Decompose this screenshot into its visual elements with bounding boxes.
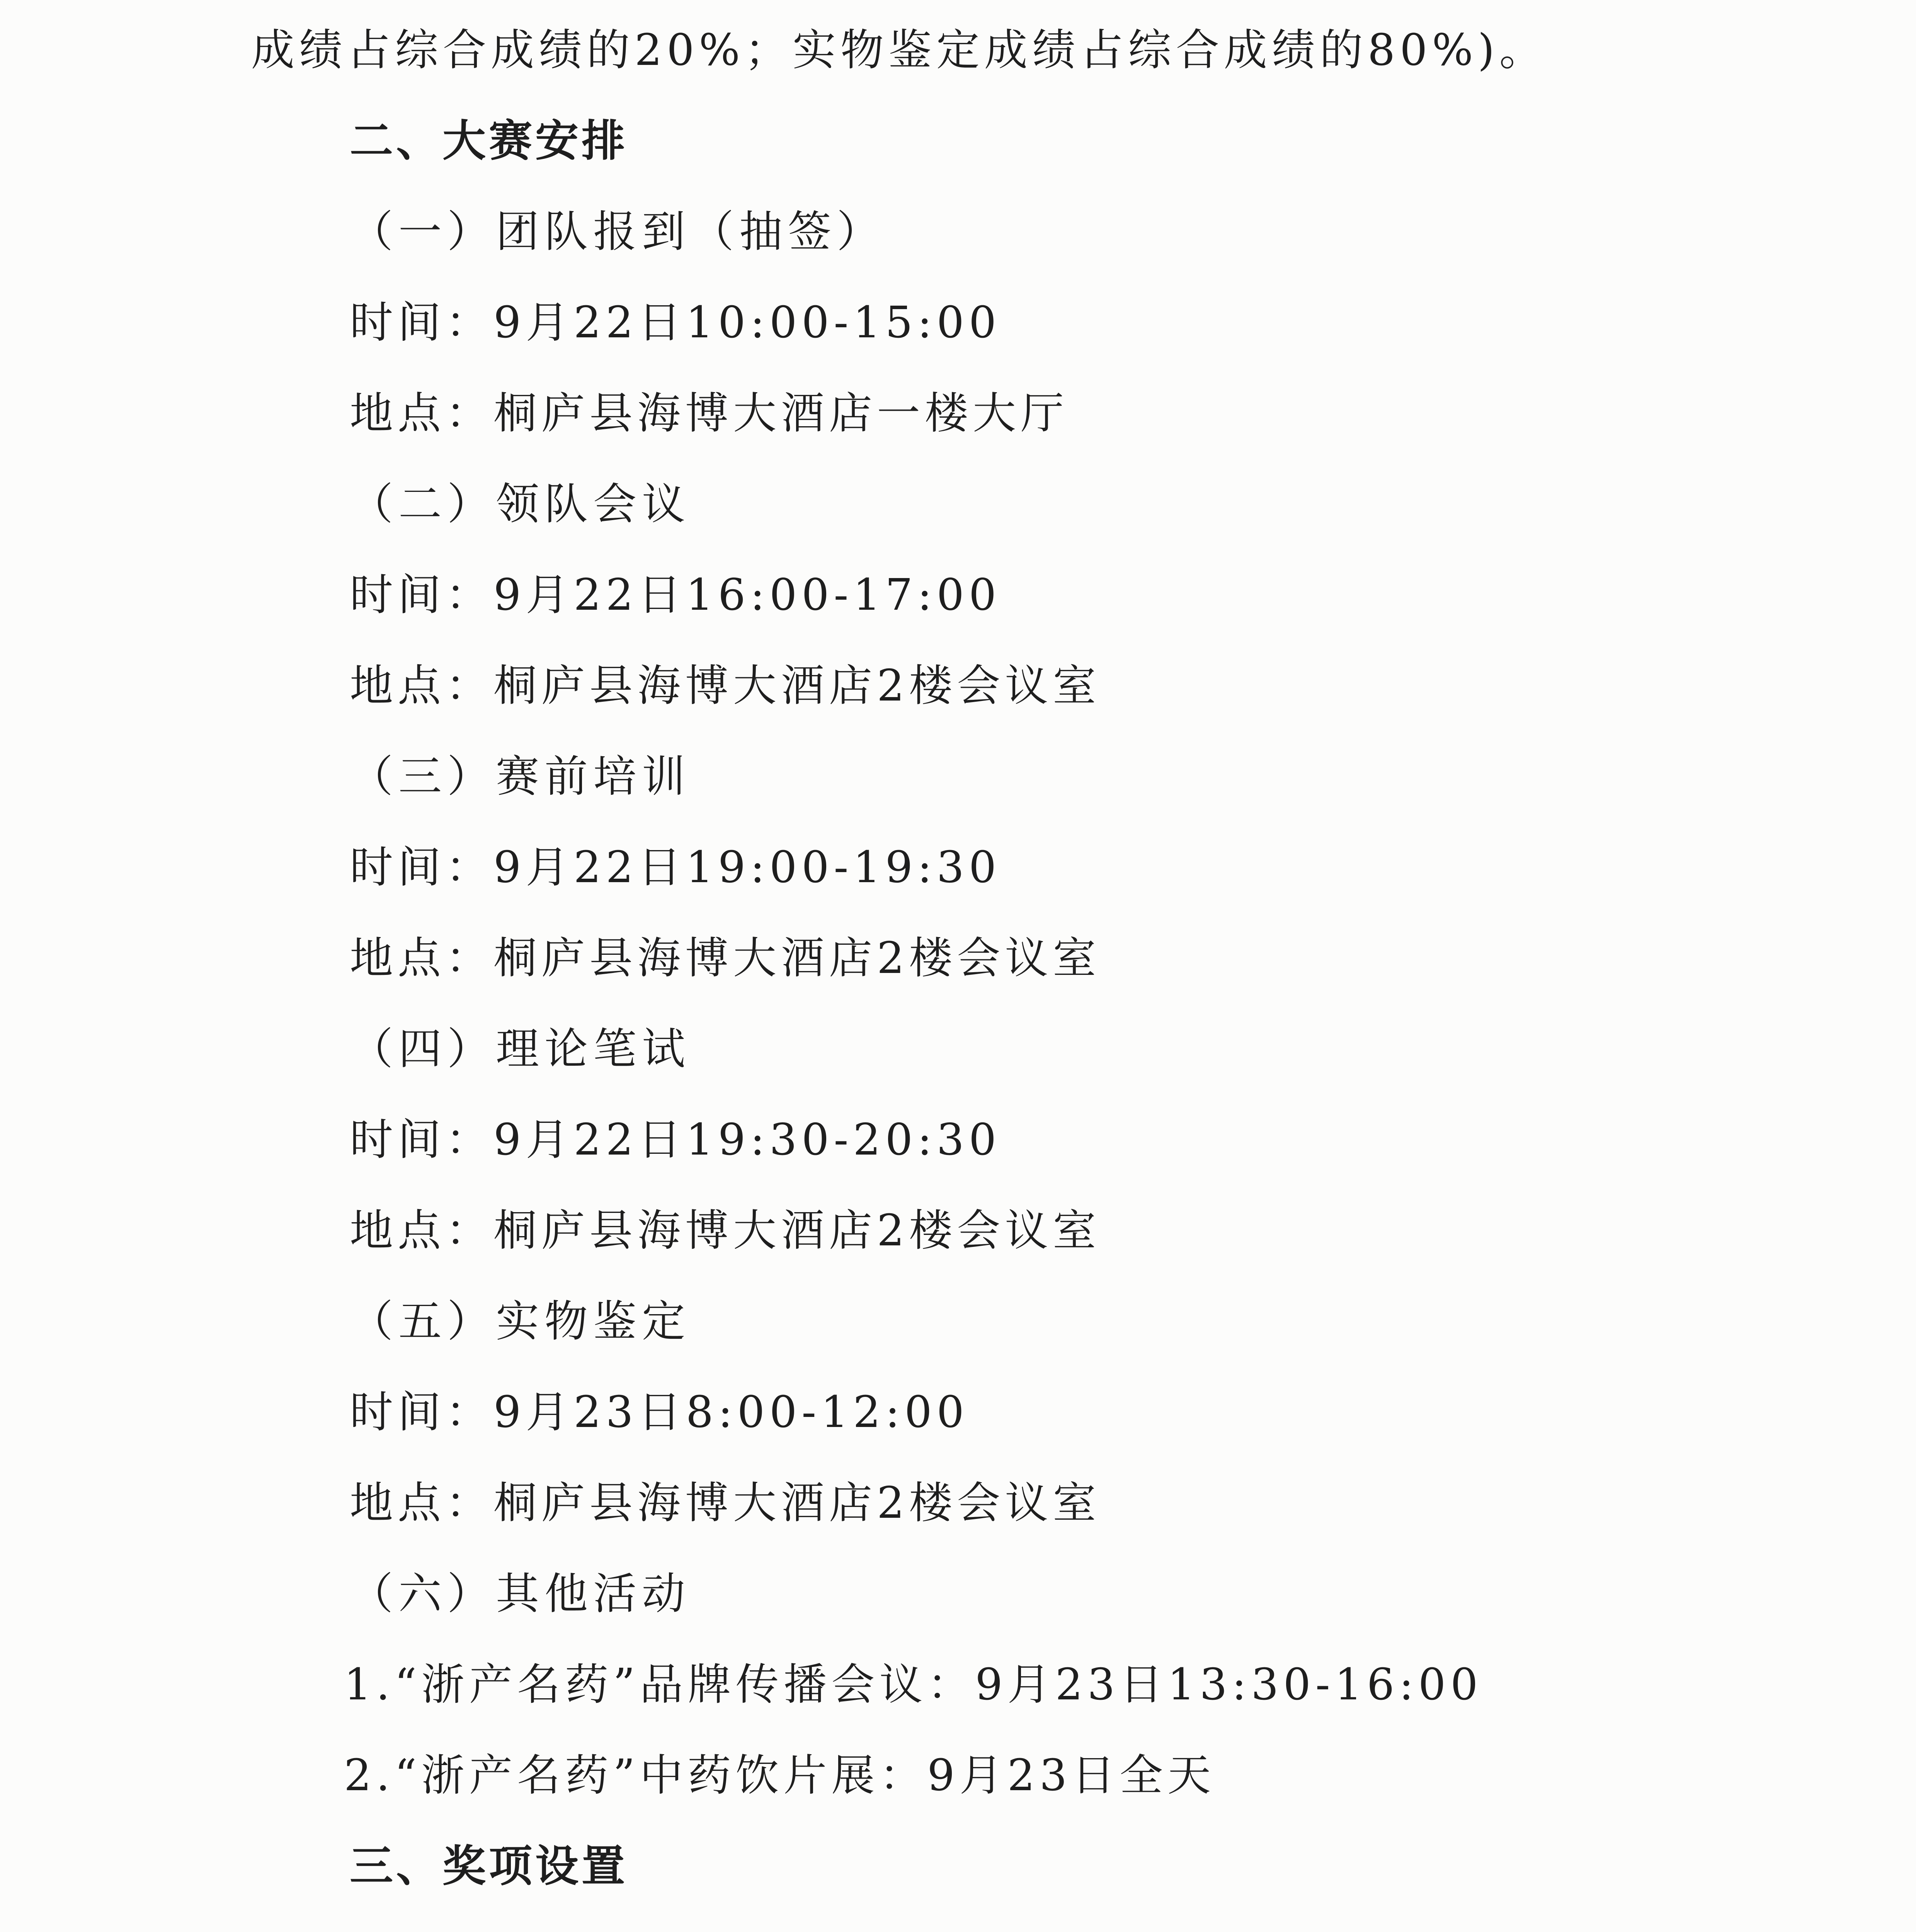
- training-time: 时间：9月22日19:00-19:30: [350, 842, 1001, 893]
- section-heading-awards: 三、奖项设置: [350, 1841, 628, 1891]
- checkin-time: 时间：9月22日10:00-15:00: [350, 298, 1001, 348]
- other-activity-item: 2.“浙产名药”中药饮片展：9月23日全天: [344, 1750, 1216, 1801]
- subsection-title-leader-meeting: （二）领队会议: [350, 479, 691, 529]
- training-place: 地点：桐庐县海博大酒店2楼会议室: [350, 933, 1101, 983]
- subsection-title-identification: （五）实物鉴定: [350, 1296, 691, 1347]
- written-exam-time: 时间：9月22日19:30-20:30: [350, 1115, 1001, 1165]
- intro-tail-text: 成绩占综合成绩的20%；实物鉴定成绩占综合成绩的80%)。: [251, 25, 1547, 75]
- leader-meeting-time: 时间：9月22日16:00-17:00: [350, 570, 1001, 620]
- other-activity-item: 1.“浙产名药”品牌传播会议：9月23日13:30-16:00: [344, 1660, 1483, 1710]
- checkin-place: 地点：桐庐县海博大酒店一楼大厅: [350, 388, 1069, 439]
- subsection-title-written-exam: （四）理论笔试: [350, 1024, 691, 1074]
- awards-body-text: [350, 1930, 1596, 1932]
- subsection-title-other-activities: （六）其他活动: [350, 1569, 691, 1619]
- section-heading-arrangement: 二、大赛安排: [350, 116, 628, 166]
- leader-meeting-place: 地点：桐庐县海博大酒店2楼会议室: [350, 661, 1101, 711]
- subsection-title-checkin: （一）团队报到（抽签）: [350, 207, 885, 257]
- written-exam-place: 地点：桐庐县海博大酒店2楼会议室: [350, 1206, 1101, 1256]
- identification-place: 地点：桐庐县海博大酒店2楼会议室: [350, 1478, 1101, 1528]
- identification-time: 时间：9月23日8:00-12:00: [350, 1387, 969, 1437]
- subsection-title-training: （三）赛前培训: [350, 752, 691, 802]
